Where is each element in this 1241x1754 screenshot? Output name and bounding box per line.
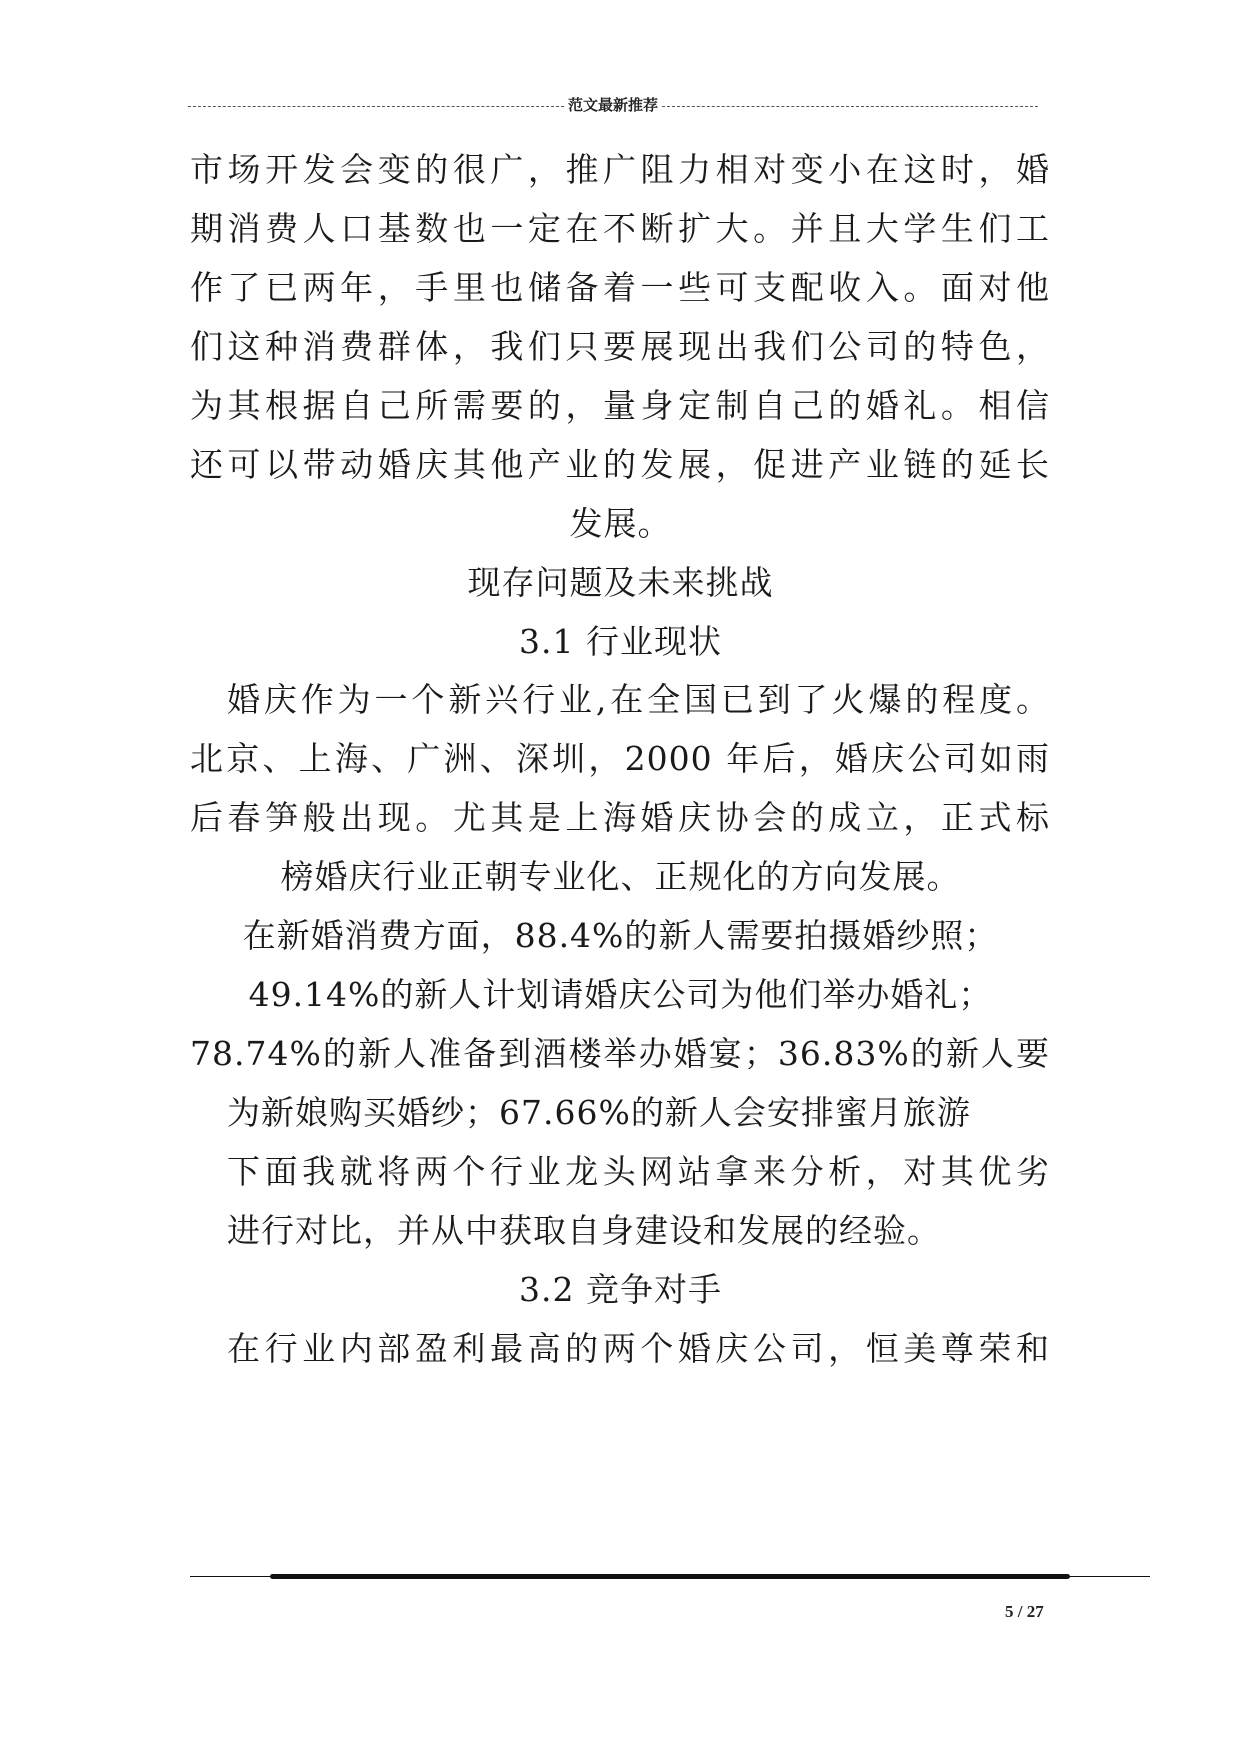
body-line: 进行对比，并从中获取自身建设和发展的经验。	[227, 1211, 941, 1250]
body-line: 49.14%的新人计划请婚庆公司为他们举办婚礼；	[248, 975, 993, 1014]
body-line: 78.74%的新人准备到酒楼举办婚宴；36.83%的新人要	[190, 1034, 1050, 1073]
header-dash-left	[188, 106, 564, 107]
body-line: 期消费人口基数也一定在不断扩大。并且大学生们工	[190, 209, 1050, 248]
header-title: 范文最新推荐	[568, 97, 659, 114]
body-line: 还可以带动婚庆其他产业的发展，促进产业链的延长	[190, 445, 1050, 484]
body-line: 为其根据自己所需要的，量身定制自己的婚礼。相信	[190, 386, 1050, 425]
body-line: 为新娘购买婚纱；67.66%的新人会安排蜜月旅游	[227, 1093, 971, 1132]
page-number: 5 / 27	[1005, 1602, 1044, 1621]
section-title: 现存问题及未来挑战	[467, 563, 774, 602]
body-line: 们这种消费群体，我们只要展现出我们公司的特色，	[190, 327, 1050, 366]
body-line: 婚庆作为一个新兴行业,在全国已到了火爆的程度。	[227, 680, 1050, 719]
header-dash-right	[662, 106, 1038, 107]
body-line: 市场开发会变的很广，推广阻力相对变小在这时，婚	[190, 150, 1050, 189]
body-line: 后春笋般出现。尤其是上海婚庆协会的成立，正式标	[190, 798, 1050, 837]
body-line: 榜婚庆行业正朝专业化、正规化的方向发展。	[280, 857, 961, 896]
body-line: 在新婚消费方面，88.4%的新人需要拍摄婚纱照；	[242, 916, 999, 955]
body-line: 下面我就将两个行业龙头网站拿来分析，对其优劣	[227, 1152, 1050, 1191]
body-line: 北京、上海、广洲、深圳，2000 年后，婚庆公司如雨	[190, 739, 1050, 778]
page-header	[188, 92, 1038, 116]
body-line: 在行业内部盈利最高的两个婚庆公司，恒美尊荣和	[227, 1329, 1050, 1368]
subsection-title: 3.1 行业现状	[519, 622, 722, 661]
body-line: 发展。	[569, 504, 672, 543]
footer-rule-thick	[270, 1574, 1070, 1579]
body-line: 作了已两年，手里也储备着一些可支配收入。面对他	[190, 268, 1050, 307]
subsection-title: 3.2 竞争对手	[519, 1270, 722, 1309]
